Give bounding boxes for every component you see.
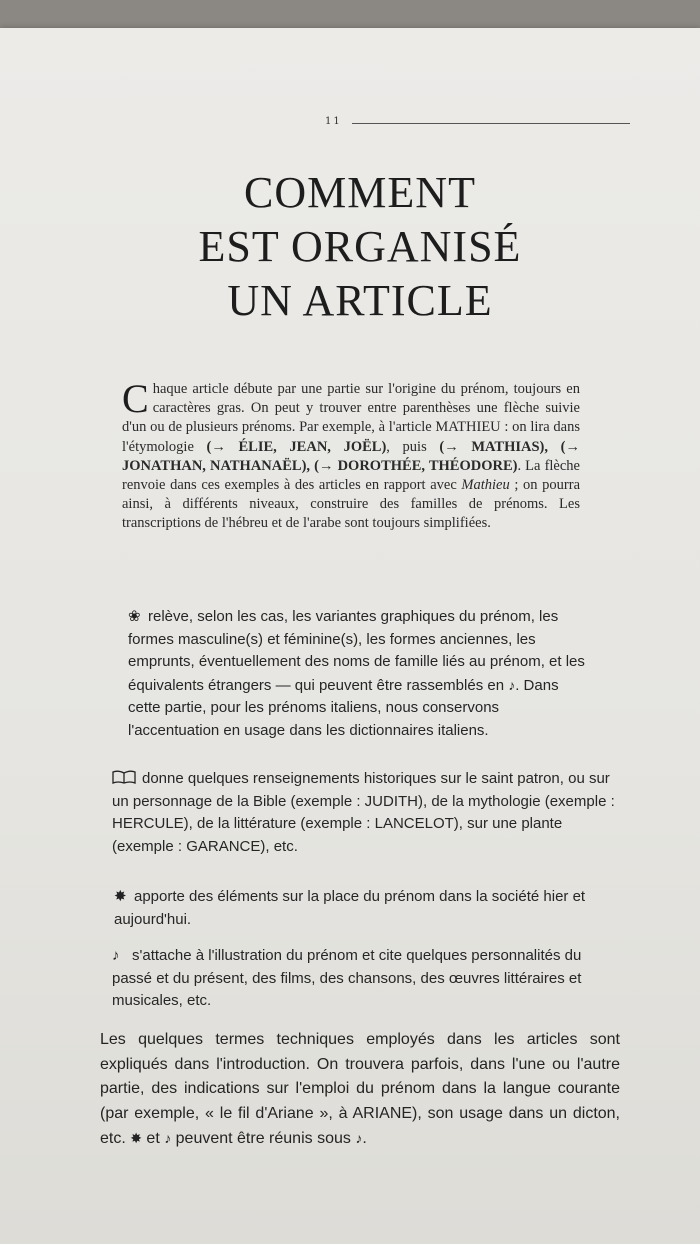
outro-text-d: . [362, 1130, 367, 1147]
page-header [325, 116, 630, 127]
history-item [112, 768, 620, 858]
intro-seg2: , puis [386, 438, 440, 455]
variants-item [128, 606, 588, 742]
intro-ref1: (→ ÉLIE, JEAN, JOËL) [206, 438, 387, 455]
title-line-1: COMMENT [244, 168, 476, 217]
book-page [0, 28, 700, 1244]
society-text: apporte des éléments sur la place du prénom dans la société hier et aujourd'hui. [114, 888, 586, 928]
drop-cap: C [122, 376, 149, 421]
variants-text-b: . Dans cette partie, pour les prénoms italiens, nous conservons l'accentuation en usage dans les dictionnaires italiens. [128, 676, 559, 739]
illustration-text: s'attache à l'illustration du prénom et cite quelques personnalités du passé et du présent, des films, des chansons, des œuvres littéraires et musicales, etc. [112, 947, 582, 1009]
page-title [150, 166, 570, 328]
intro-ref2: (→ MATHIAS), (→ JONATHAN, NATHANAËL), (→ DOROTHÉE, THÉODORE) [122, 438, 580, 474]
title-line-3: UN ARTICLE [227, 276, 493, 325]
music-note-icon: ♪ [112, 947, 120, 964]
intro-paragraph [122, 376, 581, 534]
illustration-item [112, 945, 612, 1013]
society-item [114, 886, 614, 931]
music-note-icon: ♪ [164, 1130, 172, 1146]
intro-italic-name: Mathieu [461, 477, 510, 494]
open-book-svg [112, 770, 136, 784]
variants-text-a: relève, selon les cas, les variantes graphiques du prénom, les formes masculine(s) et féminine(s), les formes anciennes, les emprunts, éventuellement des noms de famille liés au prénom, et les équivalents étrangers — qui peuvent être rassemblés en [128, 608, 585, 694]
music-note-icon: ♪ [355, 1130, 363, 1146]
outro-text-b: et [141, 1130, 165, 1147]
open-book-icon [112, 768, 142, 791]
history-text: donne quelques renseignements historiques sur le saint patron, ou sur un personnage de la Bible (exemple : JUDITH), de la mythologie (exemple : HERCULE), de la littérature (exemple : LANCELOT), sur une plante (exemple : GARANCE), etc. [112, 770, 615, 855]
page-number: 11 [325, 116, 342, 127]
outro-paragraph [100, 1028, 620, 1152]
outro-text-a: Les quelques termes techniques employés dans les articles sont expliqués dans l'introduction. On trouvera parfois, dans l'une ou l'autre partie, des indications sur l'emploi du prénom dans la langue courante (par exemple, « le fil d'Ariane », à ARIANE), son usage dans un dicton, etc. [100, 1031, 620, 1147]
music-note-icon: ♪ [508, 676, 516, 693]
intro-seg3: . La flèche renvoie dans ces exemples à des articles en rapport avec [122, 457, 580, 494]
outro-text-c: peuvent être réunis sous [171, 1130, 356, 1147]
variants-flower-icon: ❀ [128, 608, 141, 625]
sun-icon: ✸ [114, 888, 127, 905]
sun-icon: ✸ [130, 1130, 142, 1146]
intro-seg1: haque article débute par une partie sur l'origine du prénom, toujours en caractères gras. On peut y trouver entre parenthèses une flèche suivie d'un ou de plusieurs prénoms. Par exemple, à l'article MATHIEU : on lira dans l'étymologie [122, 381, 580, 455]
header-rule [352, 123, 630, 124]
title-line-2: EST ORGANISÉ [198, 222, 522, 271]
intro-seg4: ; on pourra ainsi, à différents niveaux, construire des familles de prénoms. Les transcriptions de l'hébreu et de l'arabe sont toujours simplifiées. [122, 477, 581, 532]
